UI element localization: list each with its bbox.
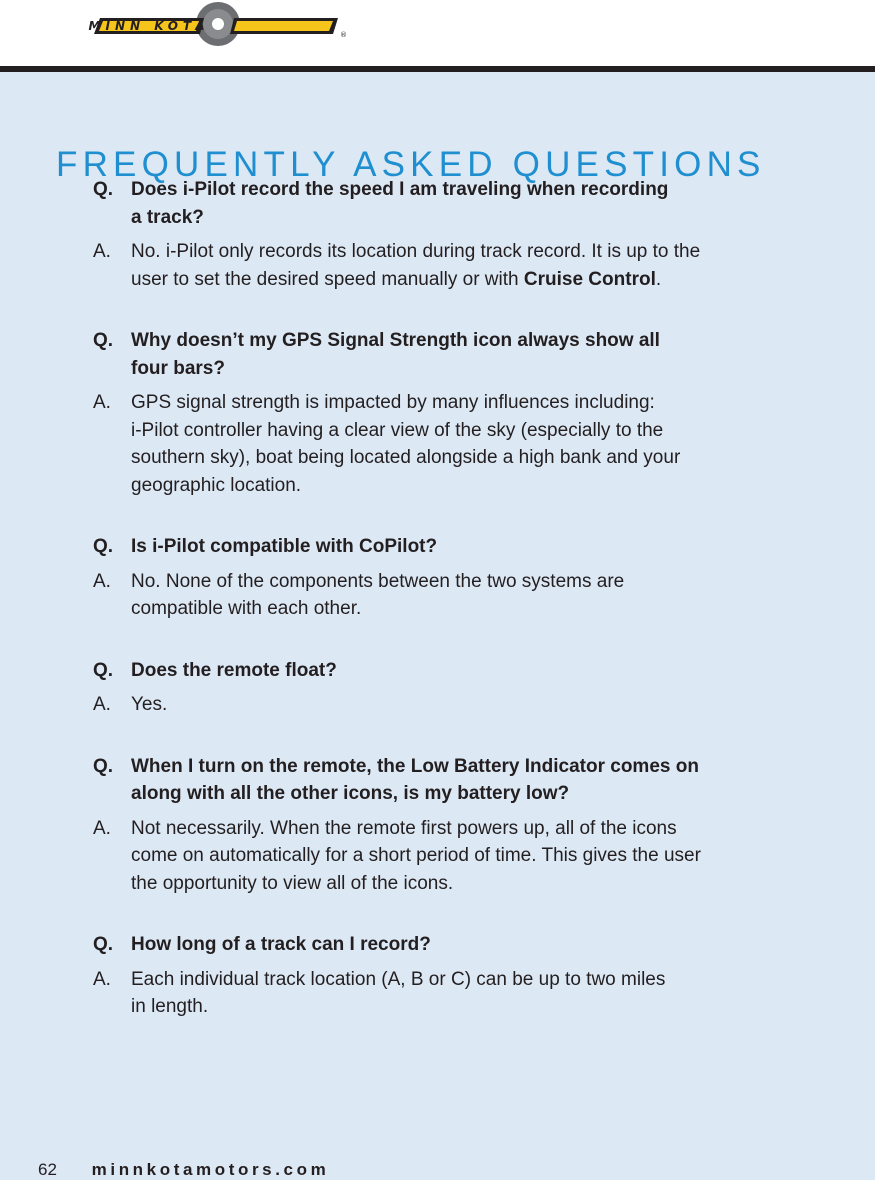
minn-kota-logo [88, 2, 347, 46]
answer-text [131, 389, 793, 499]
q-marker: Q. [93, 755, 114, 777]
answer-line: No. None of the components between the two systems are [131, 570, 625, 592]
page-header [0, 0, 875, 66]
answer-line: come on automatically for a short period of time. This gives the user [131, 845, 701, 866]
page-number: 62 [38, 1160, 57, 1179]
answer-text [131, 815, 793, 898]
answer-line: i-Pilot controller having a clear view of the sky (especially to the [131, 419, 664, 441]
faq-item [93, 176, 793, 293]
answer [93, 568, 793, 623]
question-fragment: comes on [604, 755, 699, 777]
question-text: How long of a track can I record? [131, 934, 431, 955]
question-line: four bars? [131, 357, 225, 379]
header-divider [0, 66, 875, 72]
question [93, 931, 793, 959]
question [93, 327, 793, 382]
answer-line: in length. [131, 996, 209, 1017]
answer-text [131, 238, 793, 293]
logo-word-minn: MINN KOTA [88, 19, 210, 33]
a-marker: A. [93, 968, 111, 990]
question-fragment: When I turn on the remote, the [131, 755, 411, 777]
question [93, 533, 793, 561]
answer-text [131, 568, 793, 623]
q-marker: Q. [93, 934, 114, 955]
page-title: FREQUENTLY ASKED QUESTIONS [56, 145, 766, 185]
question [93, 753, 793, 808]
low-battery-indicator-term: Low Battery Indicator [410, 755, 605, 777]
question-text [131, 176, 793, 231]
question-text [131, 753, 793, 808]
q-marker: Q. [93, 330, 114, 351]
answer-line: GPS signal strength is impacted by many influences including: [131, 392, 655, 413]
faq-item [93, 753, 793, 898]
q-marker: Q. [93, 659, 114, 681]
question-line: along with all the other icons, is my battery low? [131, 783, 570, 804]
answer-line: No. i-Pilot only records its location during track record. It is up to the [131, 241, 701, 262]
question-fragment: Why doesn’t my [131, 330, 282, 351]
a-marker: A. [93, 817, 111, 839]
answer [93, 966, 793, 1021]
question-text: Is i-Pilot compatible with CoPilot? [131, 536, 438, 557]
minn-kota-logo-graphic [88, 2, 347, 46]
faq-list [93, 176, 793, 1055]
answer-line: southern sky), boat being located alongside a high bank and your [131, 447, 681, 468]
answer-line: user to set the desired speed manually or with [131, 268, 524, 290]
question-line: a track? [131, 206, 204, 228]
answer [93, 815, 793, 898]
answer-line: the opportunity to view all of the icons. [131, 872, 454, 894]
question-fragment: icon always show all [467, 330, 660, 351]
answer-text [131, 966, 793, 1021]
gps-signal-strength-term: GPS Signal Strength [281, 330, 468, 351]
answer [93, 238, 793, 293]
answer [93, 691, 793, 719]
answer-line: compatible with each other. [131, 598, 362, 619]
question-line: Does i-Pilot record the speed I am traveling when recording [131, 179, 669, 200]
a-marker: A. [93, 694, 111, 715]
faq-item [93, 327, 793, 499]
question [93, 657, 793, 685]
registered-mark: ® [340, 31, 347, 39]
answer-text: Yes. [131, 694, 168, 715]
q-marker: Q. [93, 536, 114, 557]
answer [93, 389, 793, 499]
footer-url: minnkotamotors.com [91, 1160, 330, 1179]
faq-item [93, 657, 793, 719]
q-marker: Q. [93, 179, 114, 200]
faq-item [93, 533, 793, 623]
answer-line: geographic location. [131, 474, 302, 496]
cruise-control-term: Cruise Control [523, 268, 656, 290]
a-marker: A. [93, 570, 111, 592]
a-marker: A. [93, 392, 111, 413]
answer-punct: . [655, 268, 662, 290]
question [93, 176, 793, 231]
question-text: Does the remote float? [131, 659, 337, 681]
page-footer [38, 1160, 329, 1180]
answer-line: Each individual track location (A, B or C) can be up to two miles [131, 968, 666, 990]
answer-line: Not necessarily. When the remote first powers up, all of the icons [131, 817, 677, 839]
faq-item [93, 931, 793, 1021]
a-marker: A. [93, 241, 111, 262]
question-text [131, 327, 793, 382]
